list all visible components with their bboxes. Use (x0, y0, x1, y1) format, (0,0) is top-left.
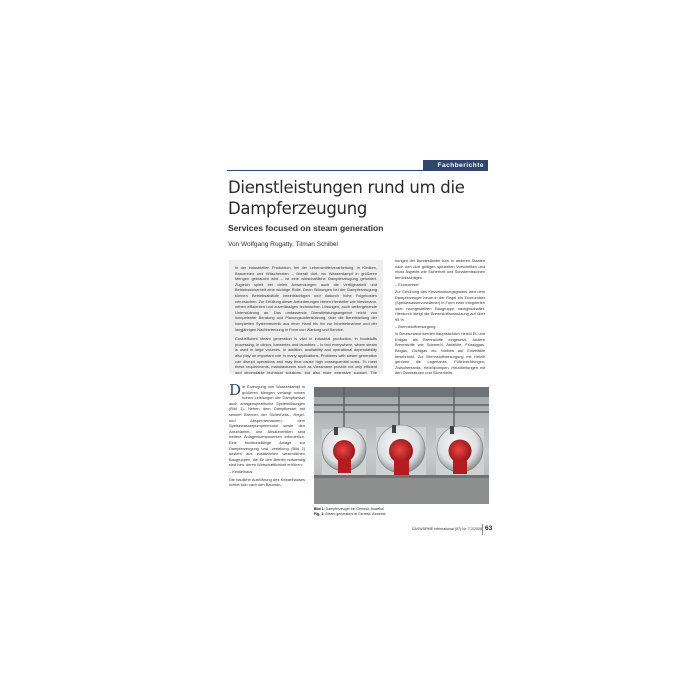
body-subheading: – Kesselhaus (229, 469, 253, 475)
boiler-illustration (314, 387, 489, 504)
abstract-german: In der industriellen Produktion, bei der Lebensmittelverarbeitung, in Kliniken, Brauereien und Wäschereien – überall dort, wo Wasserdampf in größeren Mengen gebraucht wird – ist eine wirtschaftliche Dampferzeugung gefordert. Zugleich spielt bei vielen Anwendungen auch die Verfügbarkeit und Betriebssicherheit eine wichtige Rolle. Denn Störungen bei der Dampferzeugung können Betriebsabläufe beeinträchtigen und dadurch hohe Folgekosten verursachen. Zur Erfüllung dieser Anforderungen bieten Hersteller wie Viessmann, neben effizienten und zuverlässigen technischen Lösungen, auch weitergehende Unterstützung an. Das umfassende Dienstleistungsangebot reicht von kompetenter Beratung und Planungsunterstützung, über die Bereitstellung der kompletten Systemtechnik aus einer Hand bis hin zur Inbetriebnahme und der langjährigen Nachbetreuung in Form von Wartung und Service. (235, 265, 377, 332)
boiler-right (436, 426, 484, 475)
right-paragraph: Zur Erhöhung des Kesselwirkungsgrades wird dem Dampferzeuger heute in der Regel ein Economiser (Speisewasservorwärmer) in Form einer integrierten oder nachgestellten Baugruppe nachgeschaltet. Hierdurch steigt die Brennstoffausnutzung auf über 95 %. (395, 288, 485, 322)
right-paragraph: In Deutschland werden hauptsächlich Heizöl EL und Erdgas als Brennstoffe eingesetzt. Andere Brennstoffe wie Schweröl, Abfallöle, Flüssiggas, Biogas, Gichtgas etc. bleiben auf Einzelfälle beschränkt. Zur Brennstoffversorgung mit Heizöl gehören die Lagertanks, Fülleinrichtungen, Zwischentanks, Heizölpumpen, Heizölleitungen mit den Ölarmaturen und Sicherheits- (395, 331, 485, 376)
abstract-english: Cost-efficient steam generation is vital in industrial production, in foodstuffs processing, in clinics, breweries and laundries – in fact everywhere, where steam is used in large volumes. In addition, availability and operational dependability also play an important role in many applications. Problems with steam generation can disrupt operations and may thus cause high consequential costs. To meet these requirements, manufacturers such as Viessmann provide not only efficient and dependable technical solutions, but also more extensive support. The (235, 336, 377, 374)
section-rule (227, 170, 488, 171)
boiler-left (322, 427, 366, 475)
right-paragraph: hungen der Bundesländer bzw. in anderen Staaten nach den dort gültigen speziellen Vorschriften und muss Aspekte wie Sicherheit und Schallemissionen berücksichtigen. (395, 258, 485, 280)
body-text-column (229, 384, 305, 519)
article-byline: Von Wolfgang Rogatty, Tilman Schibel (228, 241, 338, 248)
footer-divider (482, 524, 483, 535)
photo-caption (314, 507, 490, 517)
journal-footer: GASWÄRME International (57) Nr. 7-2/2008 (411, 527, 482, 531)
section-tag: Fachberichte (423, 160, 488, 171)
caption-label: Fig. 1: (314, 512, 325, 516)
article-title: Dienstleistungen rund um die Dampferzeugung (228, 178, 465, 218)
body-lead-text: ie Erzeugung von Wasserdampf in größeren Mengen verlangt neben hohen Leistungen der Dampfkessel auch anlagenspezifische Systemlösungen (Bild 1). Neben dem Dampfkessel mit seinem Brenner, der Sicherheits-, Regel- und Absperrarmaturen, dem Speisewasserpumpenmodul sowie den Abschlamm- und Absalzventilen sind weitere Anlagenkomponenten erforderlich. Eine funktionsfähige Anlage zur Dampferzeugung und -verteilung (Bild 2) besteht aus zusätzlichen wesentlichen Baugruppen, die für den Betrieb notwendig sind bzw. deren Wirtschaftlichkeit erhöhen: (229, 384, 305, 468)
caption-label: Bild 1: (314, 507, 325, 511)
right-subheading: – Brennstoffversorgung (395, 324, 436, 330)
boiler-middle (376, 425, 426, 475)
drop-cap: D (229, 384, 242, 399)
page-number: 63 (485, 525, 493, 532)
caption-text: Dampferzeuger bei Gerresit, Aswebal (325, 507, 384, 511)
boiler-photo (314, 387, 489, 504)
abstract-box (229, 260, 383, 374)
article-subtitle: Services focused on steam generation (228, 223, 384, 233)
caption-line-english (314, 512, 490, 517)
body-paragraph-lead (229, 384, 305, 468)
right-subheading: – Economiser (395, 281, 419, 287)
caption-text: Steam generators at Gerresit, Aswebal (325, 512, 386, 516)
right-text-column (395, 258, 485, 383)
body-paragraph: Die bauliche Ausführung des Kesselhauses richtet sich nach den Bauordn- (229, 476, 305, 488)
